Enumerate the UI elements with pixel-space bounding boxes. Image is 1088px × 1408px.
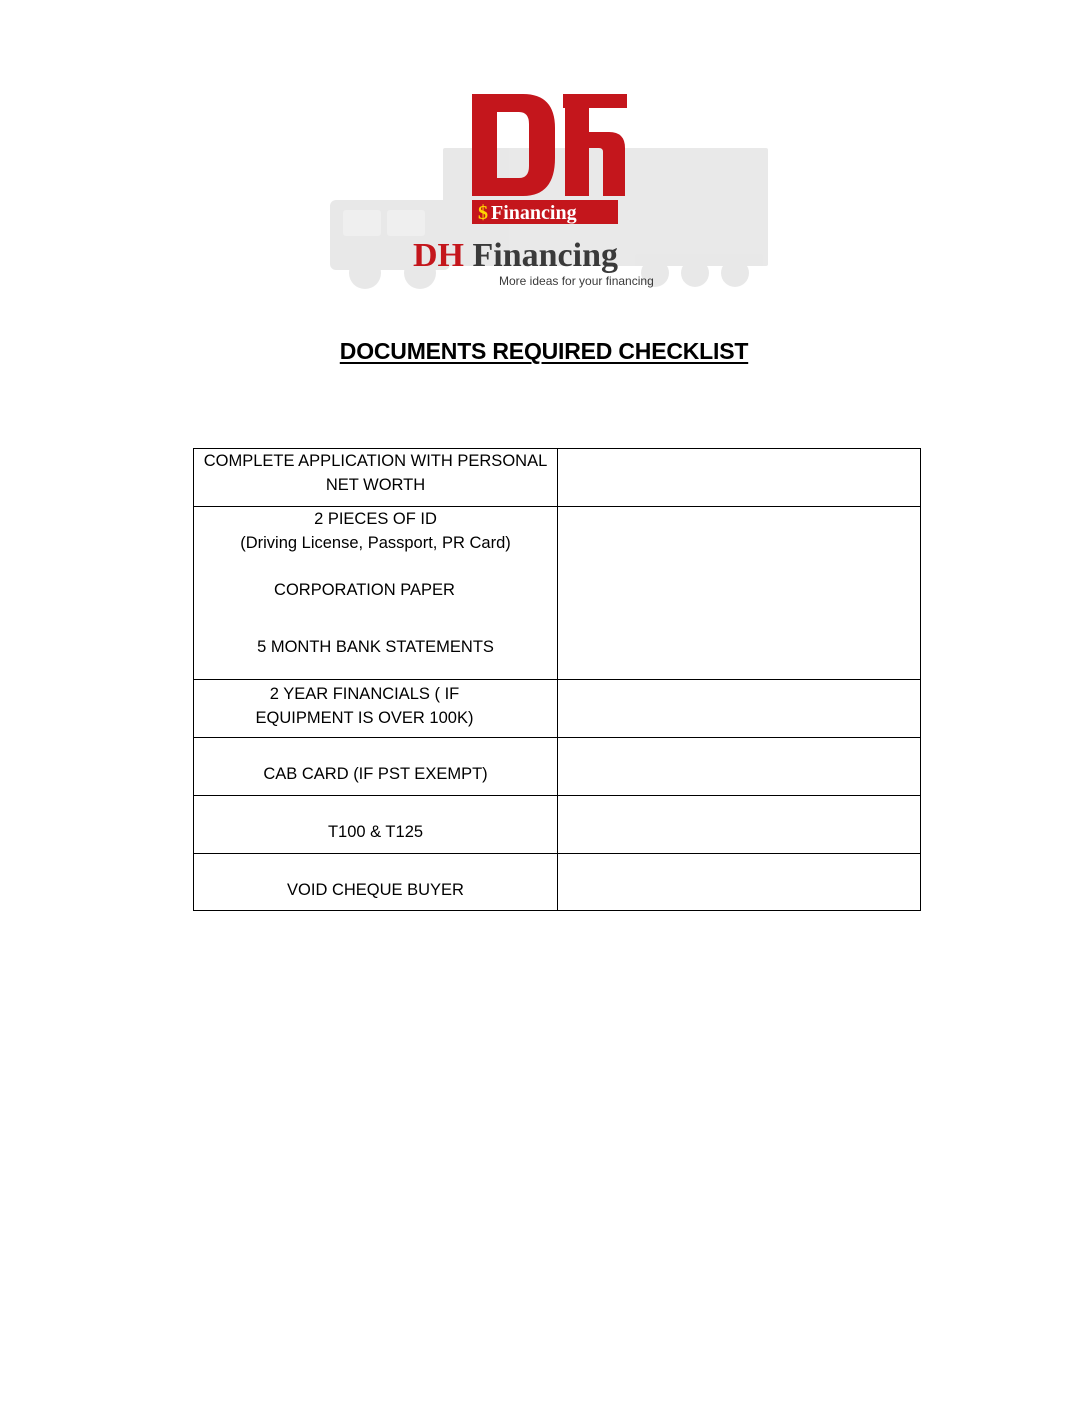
- item-line: 2 YEAR FINANCIALS ( IF: [269, 685, 460, 703]
- documents-checklist-table: [193, 448, 921, 911]
- table-row: [194, 507, 921, 680]
- check-cell[interactable]: [558, 796, 921, 854]
- table-row: [194, 680, 921, 738]
- dh-monogram-icon: [472, 94, 627, 196]
- svg-text:DH Financing: DH Financing: [413, 237, 618, 274]
- check-cell[interactable]: [558, 738, 921, 796]
- page-title-text: DOCUMENTS REQUIRED CHECKLIST: [339, 338, 749, 364]
- badge-text: Financing: [491, 202, 577, 224]
- check-cell[interactable]: [558, 507, 921, 680]
- item-line: 5 MONTH BANK STATEMENTS: [257, 638, 494, 656]
- table-row: [194, 449, 921, 507]
- document-item-cell: [194, 738, 558, 796]
- check-cell[interactable]: [558, 449, 921, 507]
- item-line: COMPLETE APPLICATION WITH PERSONAL: [203, 452, 548, 470]
- logo-tagline: More ideas for your financing: [499, 274, 654, 288]
- item-line: T100 & T125: [327, 823, 424, 841]
- item-line: CORPORATION PAPER: [274, 581, 455, 599]
- item-line: NET WORTH: [325, 476, 426, 494]
- item-line: EQUIPMENT IS OVER 100K): [255, 709, 474, 727]
- table-row: [194, 854, 921, 911]
- document-item-cell: [194, 680, 558, 738]
- table-row: [194, 796, 921, 854]
- document-item-cell: [194, 854, 558, 911]
- document-item-cell: [194, 507, 558, 680]
- svg-text:$: $: [478, 202, 488, 224]
- item-line: (Driving License, Passport, PR Card): [240, 534, 511, 552]
- item-line: VOID CHEQUE BUYER: [287, 881, 464, 899]
- company-logo: [325, 88, 771, 293]
- document-item-cell: [194, 449, 558, 507]
- document-item-cell: [194, 796, 558, 854]
- item-line: 2 PIECES OF ID: [314, 510, 437, 528]
- page-title: [0, 338, 1088, 365]
- table-row: [194, 738, 921, 796]
- item-line: CAB CARD (IF PST EXEMPT): [263, 765, 488, 783]
- check-cell[interactable]: [558, 680, 921, 738]
- check-cell[interactable]: [558, 854, 921, 911]
